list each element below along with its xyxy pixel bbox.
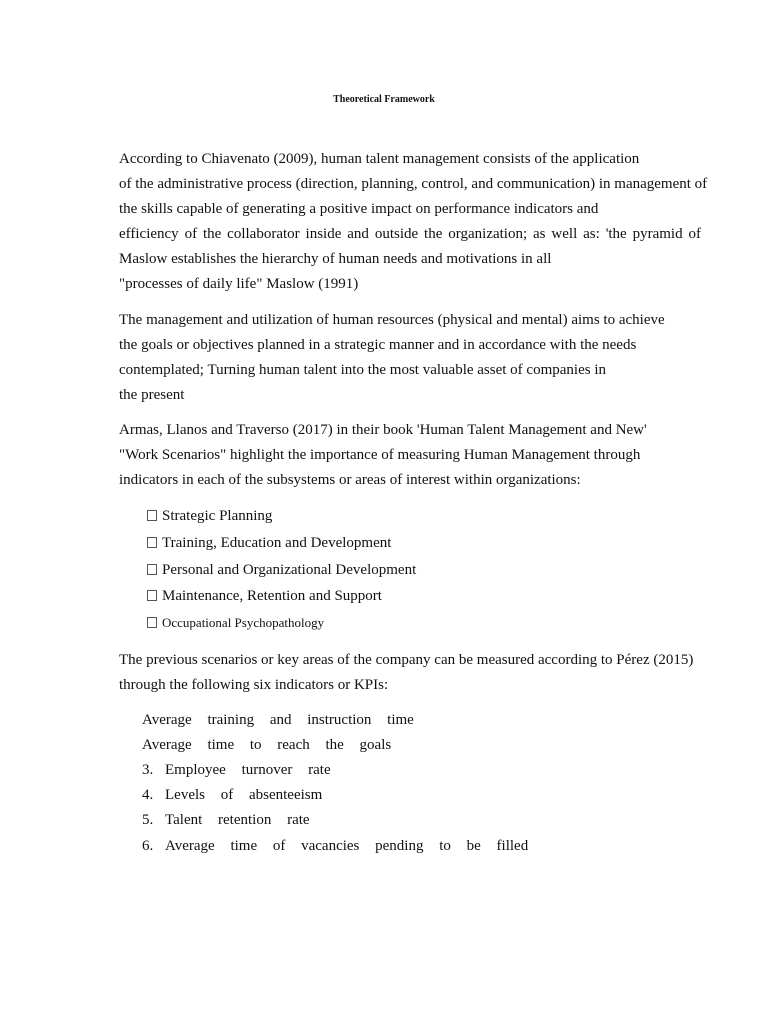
kpi-item: Average time of vacancies pending to be filled	[165, 838, 529, 854]
kpi-item: Talent retention rate	[165, 812, 310, 828]
checkbox-glyph-icon	[147, 617, 157, 628]
kpi-item: Average time to reach the goals	[142, 737, 392, 753]
paragraph-1-line: Maslow establishes the hierarchy of human needs and motivations in all	[119, 251, 552, 267]
bullet-text: Training, Education and Development	[162, 535, 392, 551]
bullet-item	[147, 561, 416, 579]
paragraph-1-line: According to Chiavenato (2009), human talent management consists of the application	[119, 151, 640, 167]
bullet-item	[147, 614, 324, 632]
paragraph-3-line: indicators in each of the subsystems or areas of interest within organizations:	[119, 472, 581, 488]
paragraph-1-line: the skills capable of generating a positive impact on performance indicators and	[119, 201, 599, 217]
bullet-text: Occupational Psychopathology	[162, 615, 325, 630]
paragraph-1-line: efficiency of the collaborator inside and outside the organization; as well as: 'the pyramid of	[119, 226, 701, 242]
checkbox-glyph-icon	[147, 590, 157, 601]
bullet-item	[147, 587, 382, 605]
paragraph-2-line: the present	[119, 387, 185, 403]
paragraph-1-line: "processes of daily life" Maslow (1991)	[119, 276, 359, 292]
checkbox-glyph-icon	[147, 537, 157, 548]
paragraph-2-line: The management and utilization of human resources (physical and mental) aims to achieve	[119, 312, 665, 328]
kpi-number: 4.	[142, 787, 154, 803]
paragraph-1-line: of the administrative process (direction, planning, control, and communication) in management of	[119, 176, 708, 192]
bullet-item	[147, 534, 391, 552]
checkbox-glyph-icon	[147, 510, 157, 521]
kpi-item: Average training and instruction time	[142, 712, 414, 728]
bullet-text: Personal and Organizational Development	[162, 562, 417, 578]
bullet-text: Maintenance, Retention and Support	[162, 588, 382, 604]
document-title: Theoretical Framework	[333, 94, 435, 105]
kpi-item: Employee turnover rate	[165, 762, 331, 778]
paragraph-3-line: Armas, Llanos and Traverso (2017) in their book 'Human Talent Management and New'	[119, 422, 647, 438]
kpi-number: 5.	[142, 812, 154, 828]
paragraph-3-line: "Work Scenarios" highlight the importance of measuring Human Management through	[119, 447, 641, 463]
checkbox-glyph-icon	[147, 564, 157, 575]
kpi-item: Levels of absenteeism	[165, 787, 323, 803]
kpi-number: 3.	[142, 762, 154, 778]
paragraph-2-line: the goals or objectives planned in a strategic manner and in accordance with the needs	[119, 337, 637, 353]
paragraph-2-line: contemplated; Turning human talent into the most valuable asset of companies in	[119, 362, 606, 378]
kpi-number: 6.	[142, 838, 154, 854]
bullet-text: Strategic Planning	[162, 508, 273, 524]
bullet-item	[147, 507, 272, 525]
paragraph-4-line: The previous scenarios or key areas of the company can be measured according to Pérez (2015)	[119, 652, 694, 668]
paragraph-4-line: through the following six indicators or KPIs:	[119, 677, 389, 693]
